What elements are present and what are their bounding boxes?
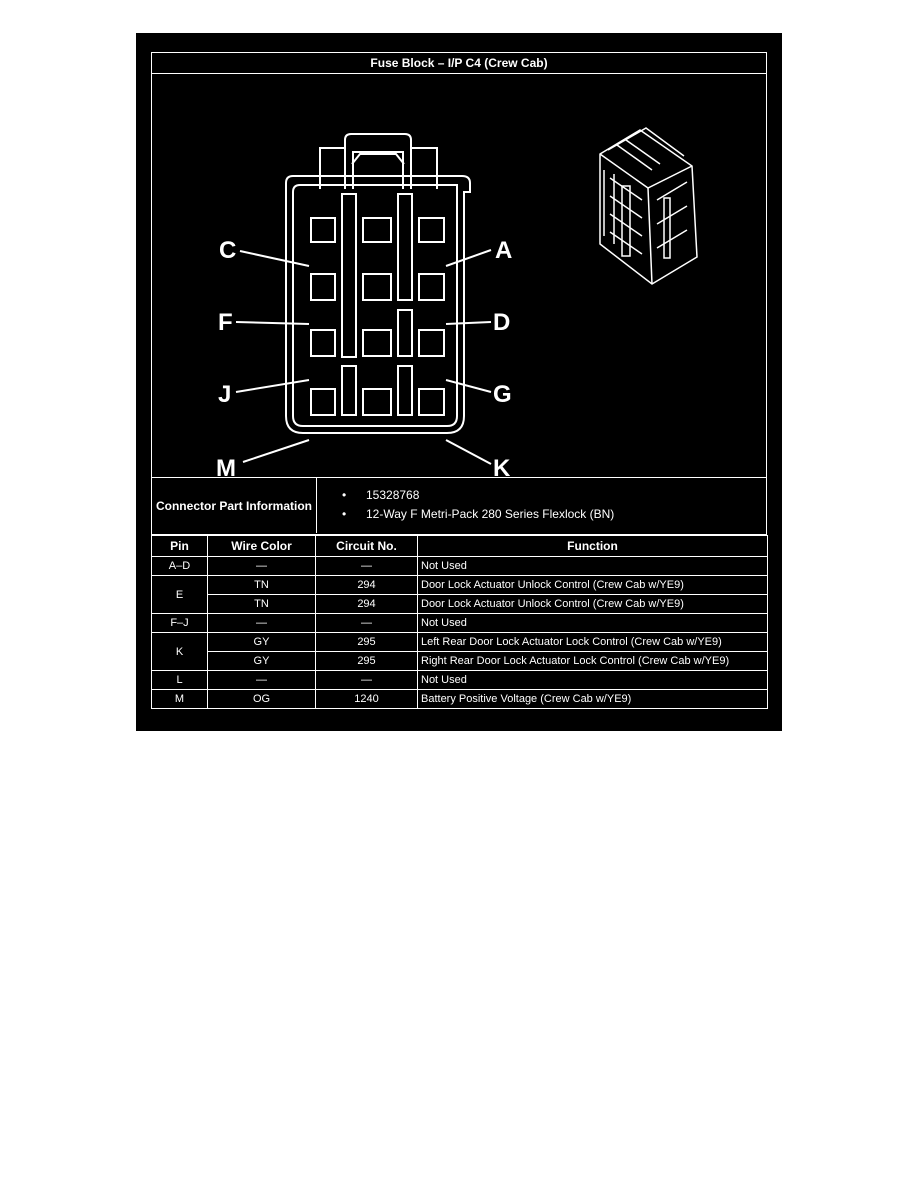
function-cell: Not Used bbox=[418, 557, 768, 576]
table-row bbox=[152, 576, 768, 595]
table-row bbox=[152, 595, 768, 614]
function-cell: Left Rear Door Lock Actuator Lock Control (Crew Cab w/YE9) bbox=[418, 633, 768, 652]
pin-cell: A–D bbox=[152, 557, 208, 576]
connector-diagram bbox=[151, 73, 767, 478]
pin-cell: F–J bbox=[152, 614, 208, 633]
pin-cell: E bbox=[152, 576, 208, 614]
wire-color-cell: — bbox=[208, 614, 316, 633]
pin-label-a: A bbox=[495, 237, 513, 264]
circuit-cell: 294 bbox=[316, 595, 418, 614]
circuit-cell: — bbox=[316, 614, 418, 633]
wire-color-cell: GY bbox=[208, 652, 316, 671]
header-circuit-no: Circuit No. bbox=[316, 536, 418, 557]
table-row bbox=[152, 652, 768, 671]
function-cell: Not Used bbox=[418, 671, 768, 690]
table-row bbox=[152, 614, 768, 633]
page-title: Fuse Block – I/P C4 (Crew Cab) bbox=[151, 52, 767, 73]
pin-label-k: K bbox=[493, 455, 511, 477]
table-row bbox=[152, 671, 768, 690]
pin-label-c: C bbox=[219, 237, 237, 264]
table-header-row bbox=[152, 536, 768, 557]
wire-color-cell: TN bbox=[208, 595, 316, 614]
function-cell: Battery Positive Voltage (Crew Cab w/YE9) bbox=[418, 690, 768, 709]
connector-description: • 12-Way F Metri-Pack 280 Series Flexlock (BN) bbox=[342, 505, 614, 524]
circuit-cell: 295 bbox=[316, 633, 418, 652]
function-cell: Not Used bbox=[418, 614, 768, 633]
table-row bbox=[152, 557, 768, 576]
table-row bbox=[152, 690, 768, 709]
function-cell: Right Rear Door Lock Actuator Lock Control (Crew Cab w/YE9) bbox=[418, 652, 768, 671]
header-function: Function bbox=[418, 536, 768, 557]
pin-cell: M bbox=[152, 690, 208, 709]
header-pin: Pin bbox=[152, 536, 208, 557]
circuit-cell: 295 bbox=[316, 652, 418, 671]
circuit-cell: 1240 bbox=[316, 690, 418, 709]
pin-cell: L bbox=[152, 671, 208, 690]
wire-color-cell: — bbox=[208, 557, 316, 576]
pin-label-g: G bbox=[493, 381, 512, 408]
pin-cell: K bbox=[152, 633, 208, 671]
circuit-cell: 294 bbox=[316, 576, 418, 595]
table-row bbox=[152, 633, 768, 652]
pin-label-d: D bbox=[493, 309, 511, 336]
pin-label-m: M bbox=[216, 455, 236, 477]
connector-part-info bbox=[151, 478, 767, 535]
pin-label-j: J bbox=[218, 381, 232, 408]
circuit-cell: — bbox=[316, 671, 418, 690]
wire-color-cell: OG bbox=[208, 690, 316, 709]
header-wire-color: Wire Color bbox=[208, 536, 316, 557]
wire-color-cell: TN bbox=[208, 576, 316, 595]
wire-color-cell: GY bbox=[208, 633, 316, 652]
connector-part-info-list bbox=[342, 486, 614, 524]
pin-label-f: F bbox=[218, 309, 233, 336]
connector-part-info-label: Connector Part Information bbox=[152, 478, 317, 533]
pin-table bbox=[151, 535, 768, 709]
circuit-cell: — bbox=[316, 557, 418, 576]
wire-color-cell: — bbox=[208, 671, 316, 690]
function-cell: Door Lock Actuator Unlock Control (Crew Cab w/YE9) bbox=[418, 595, 768, 614]
connector-face-drawing bbox=[152, 74, 766, 477]
connector-isometric-illustration bbox=[600, 128, 697, 284]
part-number: • 15328768 bbox=[342, 486, 614, 505]
connector-sheet bbox=[136, 33, 782, 731]
function-cell: Door Lock Actuator Unlock Control (Crew Cab w/YE9) bbox=[418, 576, 768, 595]
